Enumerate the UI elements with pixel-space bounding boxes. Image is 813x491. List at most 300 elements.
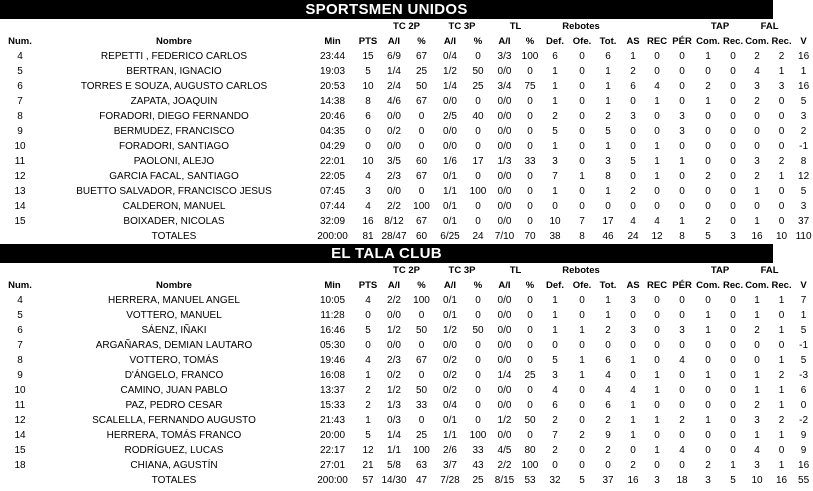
stat-cell: 2/2 — [497, 460, 512, 471]
stat-cell: 0 — [605, 460, 611, 471]
column-header: A/I — [387, 36, 401, 47]
stat-cell: 6 — [630, 81, 636, 92]
stat-cell: 6 — [605, 51, 611, 62]
stat-cell: 50 — [472, 325, 484, 336]
stat-cell: 0 — [679, 385, 685, 396]
stat-cell: 0 — [705, 385, 711, 396]
stat-cell: 1 — [705, 370, 711, 381]
stat-cell: 0 — [705, 445, 711, 456]
totals-cell: 47 — [415, 475, 428, 486]
stat-cell: 0 — [579, 400, 585, 411]
stat-cell: 1 — [705, 415, 711, 426]
totals-cell: 16 — [776, 475, 788, 486]
stat-cell: 1 — [754, 186, 760, 197]
stat-cell: 0 — [475, 385, 481, 396]
stat-cell: 0 — [552, 201, 558, 212]
stat-cell: 0 — [754, 126, 760, 137]
group-header: TAP — [710, 21, 730, 32]
stat-cell: 9 — [800, 445, 807, 456]
stat-cell: 0 — [579, 111, 585, 122]
stat-cell: 0 — [778, 216, 785, 227]
stat-cell: 0 — [730, 400, 736, 411]
stat-cell: 0 — [527, 340, 533, 351]
stat-cell: 4 — [605, 385, 611, 396]
stat-cell: 7 — [17, 96, 23, 107]
table-row — [0, 154, 813, 169]
stat-cell: 1 — [605, 141, 611, 152]
totals-cell: 5 — [705, 231, 711, 242]
stat-cell: 16:46 — [319, 325, 346, 336]
stat-cell: 0/1 — [443, 310, 457, 321]
totals-cell: 24 — [472, 231, 484, 242]
stat-cell: 1 — [579, 370, 585, 381]
stat-cell: 50 — [415, 325, 428, 336]
stat-cell: 4 — [754, 445, 760, 456]
stat-cell: 43 — [472, 460, 484, 471]
stat-cell: 1 — [552, 66, 558, 77]
player-name: BOIXADER, NICOLAS — [123, 216, 225, 227]
stat-cell: 0 — [527, 111, 533, 122]
stat-cell: 0 — [778, 96, 785, 107]
totals-cell: 200:00 — [317, 475, 348, 486]
group-header-row — [0, 19, 813, 34]
stat-cell: 6/9 — [387, 51, 401, 62]
table-row — [0, 109, 813, 124]
stat-cell: 0 — [778, 126, 785, 137]
stat-cell: 10 — [362, 156, 374, 167]
stat-cell: 0 — [730, 111, 736, 122]
stat-cell: 0 — [654, 325, 660, 336]
stat-cell: 20:00 — [319, 430, 346, 441]
totals-cell: 81 — [362, 231, 374, 242]
stat-cell: 1/1 — [387, 445, 401, 456]
stat-cell: 100 — [469, 430, 487, 441]
stat-cell: 2 — [605, 111, 611, 122]
stat-cell: 04:29 — [319, 141, 346, 152]
stat-cell: 1 — [630, 400, 636, 411]
stat-cell: 22:01 — [319, 156, 346, 167]
stat-cell: 67 — [415, 51, 428, 62]
stat-cell: 0 — [654, 460, 660, 471]
stat-cell: 1 — [754, 385, 760, 396]
column-header: Com. — [696, 280, 720, 291]
stat-cell: 0 — [654, 201, 660, 212]
player-name: BERMUDEZ, FRANCISCO — [113, 126, 235, 137]
stat-cell: 0 — [705, 340, 711, 351]
stat-cell: 0/0 — [387, 340, 401, 351]
stat-cell: 1/4 — [387, 66, 401, 77]
stat-cell: 8 — [17, 111, 23, 122]
stat-cell: 0 — [527, 216, 533, 227]
column-header: Nombre — [156, 36, 192, 47]
stat-cell: 2 — [552, 445, 558, 456]
stat-cell: 0 — [527, 430, 533, 441]
stat-cell: 0/0 — [497, 310, 512, 321]
stat-cell: 80 — [524, 445, 536, 456]
stat-cell: 0/0 — [497, 111, 512, 122]
stat-cell: 0 — [654, 430, 660, 441]
stat-cell: 20:53 — [319, 81, 346, 92]
totals-cell: 5 — [579, 475, 585, 486]
stat-cell: 50 — [415, 81, 428, 92]
stat-cell: 0 — [475, 415, 481, 426]
stat-cell: 6 — [365, 111, 371, 122]
column-header: Tot. — [599, 280, 617, 291]
stat-cell: 0 — [475, 216, 481, 227]
stat-cell: 1 — [605, 295, 611, 306]
stat-cell: 40 — [472, 111, 484, 122]
stat-cell: 19:03 — [319, 66, 346, 77]
player-name: PAOLONI, ALEJO — [133, 156, 215, 167]
stat-cell: 7 — [579, 216, 585, 227]
stat-cell: 0/4 — [443, 51, 457, 62]
column-header: Com. — [745, 36, 769, 47]
stat-cell: 4 — [679, 355, 685, 366]
stat-cell: 0/0 — [443, 141, 457, 152]
stat-cell: 0 — [527, 295, 533, 306]
stats-table-home — [0, 19, 813, 244]
player-name: SCALELLA, FERNANDO AUGUSTO — [92, 415, 256, 426]
stat-cell: 0 — [679, 66, 685, 77]
player-name: REPETTI , FEDERICO CARLOS — [100, 51, 248, 62]
column-header: % — [525, 280, 535, 291]
stat-cell: 16 — [798, 460, 810, 471]
stat-cell: 2/6 — [443, 445, 457, 456]
group-header: FAL — [760, 21, 779, 32]
stat-cell: 0 — [679, 96, 685, 107]
stat-cell: 0 — [630, 171, 636, 182]
stat-cell: 0 — [579, 126, 585, 137]
stat-cell: 16 — [798, 81, 810, 92]
stat-cell: 0 — [679, 460, 685, 471]
stat-cell: 0 — [579, 310, 585, 321]
stat-cell: 1 — [630, 51, 636, 62]
stat-cell: 0/0 — [387, 186, 401, 197]
stat-cell: 0 — [705, 295, 711, 306]
stat-cell: 0 — [365, 126, 371, 137]
player-name: VOTTERO, MANUEL — [126, 310, 222, 321]
stat-cell: 0 — [705, 111, 711, 122]
totals-cell — [0, 229, 40, 244]
stat-cell: 0/0 — [497, 385, 512, 396]
stat-cell: 0 — [475, 355, 481, 366]
stat-cell: 16 — [362, 216, 374, 227]
stat-cell: 18 — [14, 460, 26, 471]
stat-cell: 0 — [730, 370, 736, 381]
stat-cell: 0 — [579, 156, 585, 167]
stat-cell: 0 — [679, 81, 685, 92]
stat-cell: 1 — [778, 171, 785, 182]
stat-cell: 75 — [524, 81, 536, 92]
player-name: PAZ, PEDRO CESAR — [125, 400, 223, 411]
stat-cell: 4 — [17, 51, 23, 62]
column-header: V — [800, 280, 807, 291]
stat-cell: 14 — [14, 201, 26, 212]
stat-cell: 0 — [579, 66, 585, 77]
stat-cell: 1 — [630, 355, 636, 366]
stat-cell: 0 — [418, 111, 425, 122]
stat-cell: 27:01 — [319, 460, 346, 471]
stat-cell: 0 — [679, 141, 685, 152]
stat-cell: 0 — [475, 201, 481, 212]
stat-cell: 1/2 — [443, 325, 457, 336]
stat-cell: 1 — [552, 295, 558, 306]
stat-cell: 0 — [654, 295, 660, 306]
stat-cell: 2 — [630, 460, 636, 471]
totals-cell: 18 — [676, 475, 688, 486]
stat-cell: 12 — [14, 415, 26, 426]
group-header: TAP — [710, 265, 730, 276]
stat-cell: 9 — [605, 430, 611, 441]
stat-cell: 0 — [630, 340, 636, 351]
stat-cell: 0 — [475, 370, 481, 381]
stat-cell: 67 — [415, 355, 428, 366]
stat-cell: 0 — [654, 340, 660, 351]
stat-cell: 6 — [552, 51, 558, 62]
totals-cell: 60 — [415, 231, 428, 242]
column-header: Ofe. — [572, 36, 592, 47]
stat-cell: 10 — [549, 216, 561, 227]
table-row — [0, 64, 813, 79]
totals-cell: 10 — [776, 231, 788, 242]
stat-cell: 0 — [778, 141, 785, 152]
stat-cell: 0/0 — [497, 66, 512, 77]
totals-cell: 8 — [679, 231, 685, 242]
stat-cell: 2 — [705, 460, 711, 471]
stat-cell: 0 — [730, 201, 736, 212]
stat-cell: 1/1 — [443, 186, 457, 197]
table-row — [0, 353, 813, 368]
stat-cell: 6 — [605, 400, 611, 411]
stat-cell: 0 — [418, 141, 425, 152]
stat-cell: 5 — [800, 355, 807, 366]
stat-cell: 0 — [527, 96, 533, 107]
stat-cell: 0 — [527, 385, 533, 396]
stat-cell: 3 — [605, 156, 611, 167]
table-row — [0, 124, 813, 139]
stat-cell: 2 — [754, 51, 760, 62]
table-row — [0, 443, 813, 458]
stat-cell: 1 — [579, 325, 585, 336]
player-name: CALDERON, MANUEL — [122, 201, 226, 212]
stat-cell: 0 — [679, 171, 685, 182]
stat-cell: 0 — [705, 201, 711, 212]
stat-cell: 5 — [365, 430, 371, 441]
table-row — [0, 338, 813, 353]
table-row — [0, 94, 813, 109]
stat-cell: 3 — [800, 201, 807, 212]
stat-cell: 0 — [679, 201, 685, 212]
stat-cell: 0 — [705, 66, 711, 77]
stat-cell: 0 — [679, 370, 685, 381]
column-header: Rec. — [723, 280, 744, 291]
stat-cell: 0/0 — [387, 310, 401, 321]
column-header: Def. — [546, 280, 564, 291]
column-header: Rec. — [771, 36, 792, 47]
stat-cell: 0 — [475, 295, 481, 306]
totals-cell: 70 — [524, 231, 536, 242]
totals-cell: 46 — [602, 231, 614, 242]
stat-cell: 2 — [552, 415, 558, 426]
stat-cell: 1 — [705, 325, 711, 336]
stat-cell: 3 — [552, 156, 558, 167]
stat-cell: 7 — [552, 430, 558, 441]
stat-cell: 2 — [365, 400, 371, 411]
stat-cell: 1 — [552, 186, 558, 197]
table-row — [0, 308, 813, 323]
table-row — [0, 383, 813, 398]
stat-cell: 1 — [705, 96, 711, 107]
stat-cell: 4 — [552, 385, 558, 396]
stat-cell: 0 — [605, 201, 611, 212]
stat-cell: 1 — [605, 66, 611, 77]
stat-cell: 1 — [705, 310, 711, 321]
table-row — [0, 323, 813, 338]
stat-cell: 9 — [17, 126, 23, 137]
totals-cell: 24 — [627, 231, 639, 242]
stat-cell: 1 — [778, 430, 785, 441]
stat-cell: 2 — [630, 186, 636, 197]
stat-cell: 0 — [579, 81, 585, 92]
stat-cell: 3/3 — [497, 51, 512, 62]
stat-cell: 0 — [475, 51, 481, 62]
group-header-row — [0, 263, 813, 278]
stat-cell: 0 — [630, 310, 636, 321]
stat-cell: 0 — [418, 310, 425, 321]
stat-cell: 0 — [730, 216, 736, 227]
stat-cell: 5 — [17, 310, 23, 321]
stat-cell: 0 — [778, 340, 785, 351]
stat-cell: 0 — [579, 385, 585, 396]
table-row — [0, 184, 813, 199]
stat-cell: 12 — [362, 445, 374, 456]
table-row — [0, 293, 813, 308]
stat-cell: 1/2 — [443, 66, 457, 77]
column-header: PÉR — [672, 280, 692, 291]
stat-cell: 100 — [469, 186, 487, 197]
column-header: % — [473, 280, 483, 291]
stat-cell: 0 — [630, 445, 636, 456]
stat-cell: 4 — [679, 445, 685, 456]
totals-label: TOTALES — [151, 231, 197, 242]
stat-cell: 1 — [778, 295, 785, 306]
stat-cell: 3/7 — [443, 460, 457, 471]
stat-cell: 0 — [754, 340, 760, 351]
stat-cell: 4 — [365, 201, 371, 212]
stat-cell: 2 — [754, 325, 760, 336]
stat-cell: 6 — [552, 400, 558, 411]
stat-cell: 0 — [730, 96, 736, 107]
stat-cell: 15 — [14, 445, 26, 456]
stat-cell: 0 — [579, 186, 585, 197]
group-header: TC 2P — [393, 21, 420, 32]
stat-cell: 0 — [705, 430, 711, 441]
stat-cell: 4 — [654, 81, 660, 92]
stat-cell: 2 — [800, 126, 807, 137]
column-header-row — [0, 278, 813, 293]
stat-cell: 0 — [527, 186, 533, 197]
stat-cell: 3 — [630, 295, 636, 306]
stat-cell: 11:28 — [320, 310, 345, 321]
stat-cell: 0/2 — [443, 385, 457, 396]
column-header: PTS — [358, 36, 378, 47]
column-header: % — [417, 36, 426, 47]
stat-cell: 0 — [654, 66, 660, 77]
stat-cell: 0 — [778, 310, 785, 321]
stat-cell: 0/0 — [497, 96, 512, 107]
stat-cell: 3 — [754, 156, 760, 167]
stat-cell: 1 — [654, 141, 660, 152]
totals-cell: 3 — [730, 231, 736, 242]
stat-cell: 5 — [552, 355, 558, 366]
stat-cell: 0/0 — [497, 186, 512, 197]
stat-cell: 9 — [17, 370, 23, 381]
stat-cell: 0 — [475, 141, 481, 152]
table-row — [0, 398, 813, 413]
group-header: TC 3P — [448, 21, 476, 32]
stat-cell: 21:43 — [319, 415, 346, 426]
stat-cell: 5 — [630, 156, 636, 167]
stat-cell: 10:05 — [319, 295, 346, 306]
stat-cell: 4 — [754, 66, 760, 77]
stat-cell: 0 — [552, 340, 558, 351]
stat-cell: 6 — [800, 385, 807, 396]
stat-cell: 0 — [365, 310, 371, 321]
column-header: Min — [324, 36, 341, 47]
stat-cell: 1 — [778, 385, 785, 396]
stat-cell: 0 — [418, 340, 425, 351]
stat-cell: 7 — [552, 171, 558, 182]
stat-cell: 2/4 — [387, 81, 401, 92]
stat-cell: 0/2 — [443, 370, 457, 381]
stat-cell: 0 — [730, 340, 736, 351]
stat-cell: 100 — [521, 51, 539, 62]
stat-cell: 1 — [552, 310, 558, 321]
stat-cell: 23:44 — [319, 51, 346, 62]
stat-cell: 20:46 — [319, 111, 346, 122]
stat-cell: 0 — [475, 126, 481, 137]
stat-cell: 0/0 — [497, 325, 512, 336]
stat-cell: 0/0 — [497, 340, 512, 351]
stat-cell: 0 — [527, 66, 533, 77]
stat-cell: -1 — [799, 340, 809, 351]
stat-cell: 2 — [365, 385, 371, 396]
stat-cell: 0/0 — [443, 96, 457, 107]
stat-cell: 1 — [605, 81, 611, 92]
stat-cell: 2 — [630, 66, 636, 77]
stat-cell: 50 — [472, 66, 484, 77]
stat-cell: 0/3 — [387, 415, 401, 426]
stat-cell: 22:17 — [319, 445, 346, 456]
stat-cell: 0/2 — [387, 126, 401, 137]
stat-cell: 8 — [365, 96, 371, 107]
stat-cell: 25 — [472, 81, 484, 92]
stat-cell: 2 — [778, 415, 785, 426]
stat-cell: 0 — [705, 126, 711, 137]
stat-cell: 0 — [579, 340, 585, 351]
totals-cell: 6/25 — [440, 231, 460, 242]
stat-cell: 2 — [705, 216, 711, 227]
stat-cell: 0 — [730, 430, 736, 441]
stat-cell: 2/3 — [387, 171, 401, 182]
table-row — [0, 368, 813, 383]
stat-cell: 4 — [605, 370, 611, 381]
stat-cell: 0/0 — [497, 295, 512, 306]
stat-cell: 0/1 — [443, 171, 457, 182]
stat-cell: 2/5 — [443, 111, 457, 122]
stat-cell: 0 — [754, 355, 760, 366]
stat-cell: 04:35 — [319, 126, 346, 137]
